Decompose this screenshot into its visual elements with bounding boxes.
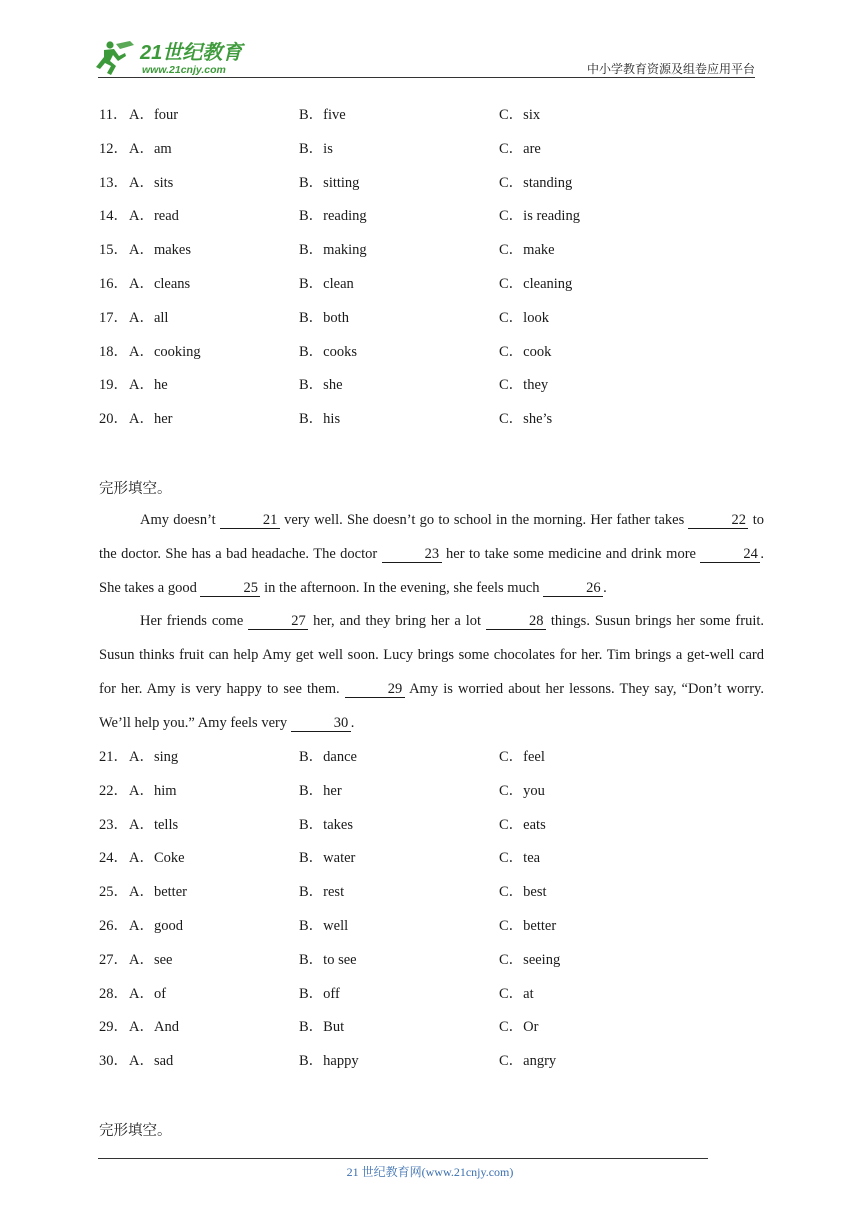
- option-a: A．Coke: [129, 850, 185, 867]
- passage-paragraph-2: [99, 605, 764, 740]
- option-b: B．to see: [299, 951, 357, 968]
- question-number: 30．: [99, 1053, 128, 1070]
- question-number: 13．: [99, 174, 128, 191]
- passage-text: to the doctor. She has a bad headache. The doctor: [99, 512, 764, 562]
- question-row: [99, 984, 764, 1004]
- question-row: [99, 1017, 764, 1037]
- logo-url: www.21cnjy.com: [142, 64, 226, 76]
- passage-text: .: [350, 714, 355, 731]
- option-b: B．well: [299, 918, 349, 934]
- option-b: B．cooks: [299, 343, 357, 360]
- question-row: [99, 781, 764, 801]
- option-b: B．sitting: [299, 174, 360, 191]
- option-c: C．cook: [499, 343, 552, 360]
- answer-blank: 24: [700, 546, 760, 563]
- question-number: 14．: [99, 208, 128, 225]
- option-c: C．they: [499, 377, 549, 394]
- question-number: 16．: [99, 276, 128, 292]
- passage-paragraph-1: [99, 504, 764, 605]
- option-b: B．five: [299, 107, 346, 123]
- option-b: B．But: [299, 1019, 345, 1036]
- option-a: A．sing: [129, 749, 179, 765]
- cloze-passage: [99, 504, 764, 741]
- answer-blank: 29: [345, 681, 405, 698]
- question-row: [99, 375, 764, 395]
- option-a: A．see: [129, 951, 173, 968]
- question-row: [99, 848, 764, 868]
- header-platform-text: 中小学教育资源及组卷应用平台: [586, 62, 755, 76]
- passage-text: very well. She doesn’t go to school in the morning. Her father takes: [279, 512, 689, 528]
- question-number: 20．: [99, 411, 128, 428]
- question-row: [99, 139, 764, 159]
- question-number: 29．: [99, 1019, 128, 1036]
- option-a: A．good: [129, 918, 183, 934]
- option-c: C．you: [499, 782, 545, 799]
- passage-text: Amy doesn’t: [140, 512, 220, 528]
- option-b: B．clean: [299, 276, 354, 292]
- question-number: 12．: [99, 140, 128, 157]
- question-row: [99, 815, 764, 835]
- option-b: B．she: [299, 377, 343, 394]
- option-c: C．look: [499, 309, 549, 326]
- passage-text: her, and they bring her a lot: [308, 613, 486, 630]
- question-number: 28．: [99, 985, 128, 1002]
- option-c: C．best: [499, 884, 547, 901]
- option-a: A．makes: [129, 242, 192, 259]
- option-a: A．read: [129, 208, 179, 225]
- passage-text: Amy is worried about her lessons. They say, “Don’t worry. We’ll help you.” Amy feels very: [99, 680, 764, 731]
- question-row: [99, 950, 764, 970]
- option-c: C．at: [499, 985, 534, 1002]
- question-number: 24．: [99, 850, 128, 867]
- option-b: B．both: [299, 309, 349, 326]
- passage-text: .: [603, 579, 607, 596]
- question-number: 23．: [99, 816, 128, 833]
- question-number: 26．: [99, 918, 128, 934]
- answer-blank: 26: [543, 580, 603, 597]
- answer-blank: 28: [486, 613, 546, 630]
- option-a: A．sits: [129, 174, 174, 191]
- question-number: 27．: [99, 951, 128, 968]
- option-b: B．dance: [299, 749, 357, 765]
- option-b: B．is: [299, 140, 333, 157]
- option-a: A．sad: [129, 1053, 174, 1070]
- question-number: 18．: [99, 343, 128, 360]
- section-title-cloze: 完形填空。: [99, 481, 172, 497]
- option-c: C．are: [499, 140, 541, 157]
- question-row: [99, 1051, 764, 1071]
- passage-text: Her friends come: [140, 613, 249, 630]
- question-row: [99, 308, 764, 328]
- question-row: [99, 342, 764, 362]
- option-c: C．better: [499, 918, 557, 934]
- passage-text: in the afternoon. In the evening, she feels much: [260, 579, 544, 596]
- option-c: C．seeing: [499, 951, 561, 968]
- passage-text: her to take some medicine and drink more: [441, 545, 701, 562]
- answer-blank: 25: [200, 580, 260, 597]
- option-c: C．is reading: [499, 208, 580, 225]
- question-row: [99, 409, 764, 429]
- option-a: A．him: [129, 782, 177, 799]
- option-c: C．feel: [499, 749, 545, 765]
- option-b: B．happy: [299, 1053, 359, 1070]
- question-row: [99, 747, 764, 767]
- option-c: C．angry: [499, 1053, 557, 1070]
- answer-blank: 27: [248, 613, 308, 630]
- option-b: B．takes: [299, 816, 353, 833]
- question-number: 17．: [99, 309, 128, 326]
- question-row: [99, 173, 764, 193]
- option-a: A．better: [129, 884, 187, 901]
- option-c: C．she’s: [499, 411, 553, 428]
- option-b: B．off: [299, 985, 340, 1002]
- 21cnjy-logo: [94, 36, 259, 78]
- logo-text: 21世纪教育: [140, 42, 243, 64]
- option-b: B．her: [299, 782, 342, 799]
- question-number: 25．: [99, 884, 128, 901]
- answer-blank: 21: [220, 512, 280, 529]
- option-c: C．eats: [499, 816, 546, 833]
- answer-blank: 22: [688, 512, 748, 529]
- option-c: C．Or: [499, 1019, 539, 1036]
- option-a: A．tells: [129, 816, 179, 833]
- option-a: A．all: [129, 309, 169, 326]
- section-title-cloze-2: 完形填空。: [99, 1123, 172, 1139]
- question-row: [99, 206, 764, 226]
- option-a: A．am: [129, 140, 172, 157]
- footer-site-text: 21 世纪教育网(www.21cnjy.com): [346, 1165, 514, 1179]
- option-a: A．And: [129, 1019, 179, 1036]
- option-a: A．her: [129, 411, 173, 428]
- option-b: B．water: [299, 850, 356, 867]
- passage-text: . She takes a good: [99, 545, 764, 596]
- question-number: 11．: [99, 107, 128, 123]
- option-b: B．making: [299, 242, 367, 259]
- option-a: A．he: [129, 377, 168, 394]
- option-c: C．cleaning: [499, 276, 573, 292]
- question-row: [99, 274, 764, 294]
- option-a: A．four: [129, 107, 179, 123]
- question-row: [99, 882, 764, 902]
- option-c: C．tea: [499, 850, 541, 867]
- question-row: [99, 240, 764, 260]
- question-number: 15．: [99, 242, 128, 259]
- answer-blank: 23: [382, 546, 442, 563]
- footer-divider: [98, 1158, 708, 1159]
- question-number: 22．: [99, 782, 128, 799]
- option-b: B．rest: [299, 884, 345, 901]
- question-row: [99, 105, 764, 125]
- option-a: A．cooking: [129, 343, 201, 360]
- option-c: C．make: [499, 242, 555, 259]
- option-b: B．reading: [299, 208, 367, 225]
- option-c: C．standing: [499, 174, 573, 191]
- option-b: B．his: [299, 411, 341, 428]
- option-a: A．cleans: [129, 276, 191, 292]
- option-a: A．of: [129, 985, 167, 1002]
- passage-text: things. Susun brings her some fruit. Susun thinks fruit can help Amy get well soon. Lucy brings some chocolates for her. Tim brings a get-well card for her. Amy is very happy to see them.: [99, 613, 764, 697]
- question-number: 21．: [99, 749, 128, 765]
- header-divider: [98, 77, 755, 78]
- question-number: 19．: [99, 377, 128, 394]
- page-header: [0, 0, 860, 80]
- question-row: [99, 916, 764, 936]
- answer-blank: 30: [291, 715, 351, 732]
- option-c: C．six: [499, 107, 541, 123]
